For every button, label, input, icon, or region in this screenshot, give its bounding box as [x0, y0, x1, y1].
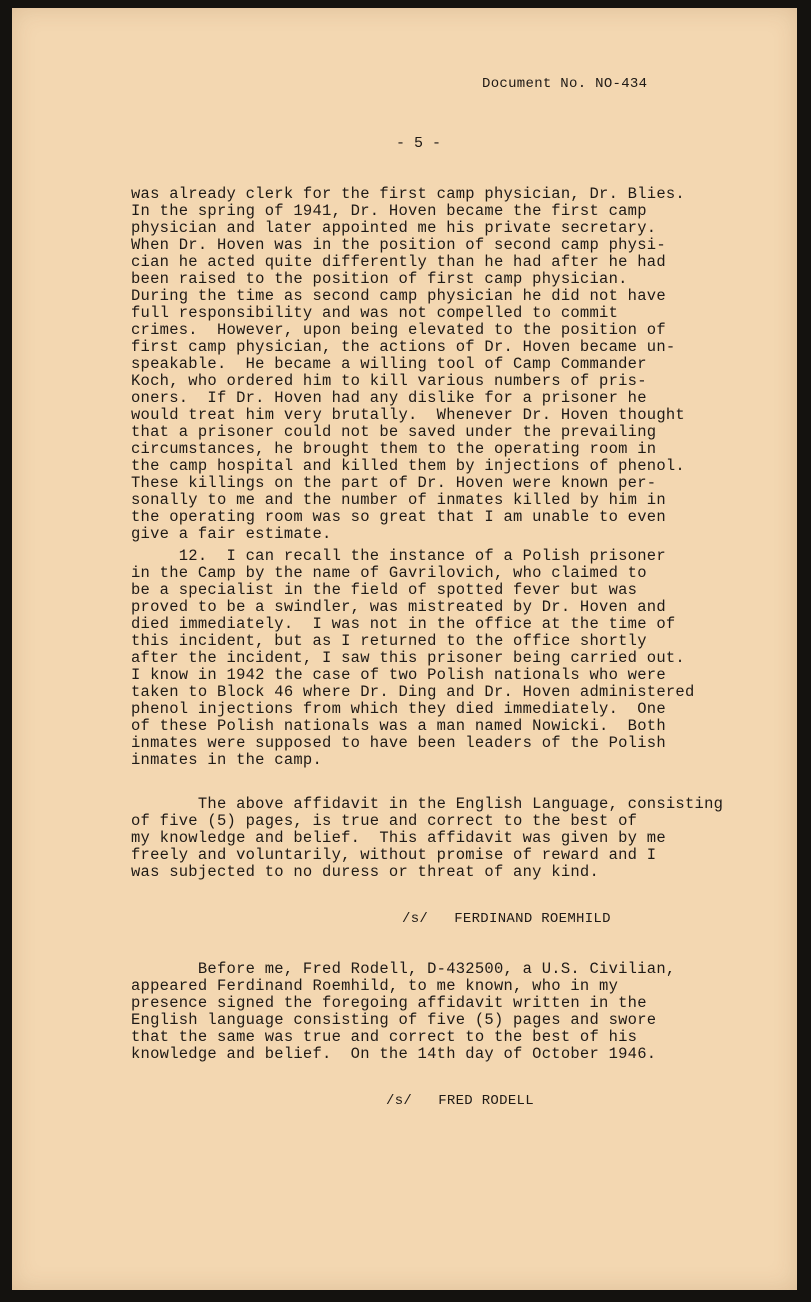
text-line: died immediately. I was not in the office at the time of [131, 615, 676, 633]
text-line: speakable. He became a willing tool of Camp Commander [131, 355, 647, 373]
text-line: first camp physician, the actions of Dr. Hoven became un- [131, 338, 676, 356]
text-line: the camp hospital and killed them by injections of phenol. [131, 457, 685, 475]
text-line: circumstances, he brought them to the operating room in [131, 440, 657, 458]
text-line: phenol injections from which they died immediately. One [131, 700, 666, 718]
text-line: cian he acted quite differently than he had after he had [131, 253, 666, 271]
text-line: freely and voluntarily, without promise of reward and I [131, 846, 657, 864]
text-line: the operating room was so great that I am unable to even [131, 508, 666, 526]
text-line: of these Polish nationals was a man named Nowicki. Both [131, 717, 666, 735]
text-line: oners. If Dr. Hoven had any dislike for a prisoner he [131, 389, 647, 407]
text-line: crimes. However, upon being elevated to the position of [131, 321, 666, 339]
text-line: The above affidavit in the English Language, consisting [131, 795, 724, 813]
text-line: that a prisoner could not be saved under the prevailing [131, 423, 657, 441]
text-line: of five (5) pages, is true and correct to the best of [131, 812, 638, 830]
document-number: Document No. NO-434 [482, 76, 648, 92]
text-line: full responsibility and was not compelled to commit [131, 304, 619, 322]
signature-rodell: /s/ FRED RODELL [386, 1093, 534, 1109]
text-line: after the incident, I saw this prisoner being carried out. [131, 649, 685, 667]
text-line: physician and later appointed me his private secretary. [131, 219, 657, 237]
text-line: my knowledge and belief. This affidavit was given by me [131, 829, 666, 847]
text-line: this incident, but as I returned to the office shortly [131, 632, 647, 650]
text-line: inmates were supposed to have been leaders of the Polish [131, 734, 666, 752]
text-line: English language consisting of five (5) pages and swore [131, 1011, 657, 1029]
text-line: appeared Ferdinand Roemhild, to me known, who in my [131, 977, 619, 995]
text-line: in the Camp by the name of Gavrilovich, who claimed to [131, 564, 647, 582]
text-line: knowledge and belief. On the 14th day of October 1946. [131, 1045, 657, 1063]
text-line: give a fair estimate. [131, 525, 332, 543]
text-line: Before me, Fred Rodell, D-432500, a U.S. Civilian, [131, 960, 676, 978]
text-line: When Dr. Hoven was in the position of second camp physi- [131, 236, 666, 254]
text-line: In the spring of 1941, Dr. Hoven became the first camp [131, 202, 647, 220]
text-line: taken to Block 46 where Dr. Ding and Dr. Hoven administered [131, 683, 695, 701]
page-number: - 5 - [396, 135, 442, 152]
text-line: 12. I can recall the instance of a Polish prisoner [131, 547, 666, 565]
text-line: sonally to me and the number of inmates killed by him in [131, 491, 666, 509]
text-line: that the same was true and correct to the best of his [131, 1028, 638, 1046]
text-line: During the time as second camp physician he did not have [131, 287, 666, 305]
signature-roemhild: /s/ FERDINAND ROEMHILD [402, 911, 611, 927]
text-line: Koch, who ordered him to kill various numbers of pris- [131, 372, 647, 390]
text-line: be a specialist in the field of spotted fever but was [131, 581, 638, 599]
text-line: was already clerk for the first camp physician, Dr. Blies. [131, 185, 685, 203]
text-line: I know in 1942 the case of two Polish nationals who were [131, 666, 666, 684]
text-line: would treat him very brutally. Whenever Dr. Hoven thought [131, 406, 685, 424]
text-line: was subjected to no duress or threat of any kind. [131, 863, 600, 881]
text-line: presence signed the foregoing affidavit written in the [131, 994, 647, 1012]
text-line: proved to be a swindler, was mistreated by Dr. Hoven and [131, 598, 666, 616]
text-line: inmates in the camp. [131, 751, 323, 769]
document-page [12, 8, 797, 1290]
text-line: These killings on the part of Dr. Hoven were known per- [131, 474, 657, 492]
text-line: been raised to the position of first camp physician. [131, 270, 628, 288]
